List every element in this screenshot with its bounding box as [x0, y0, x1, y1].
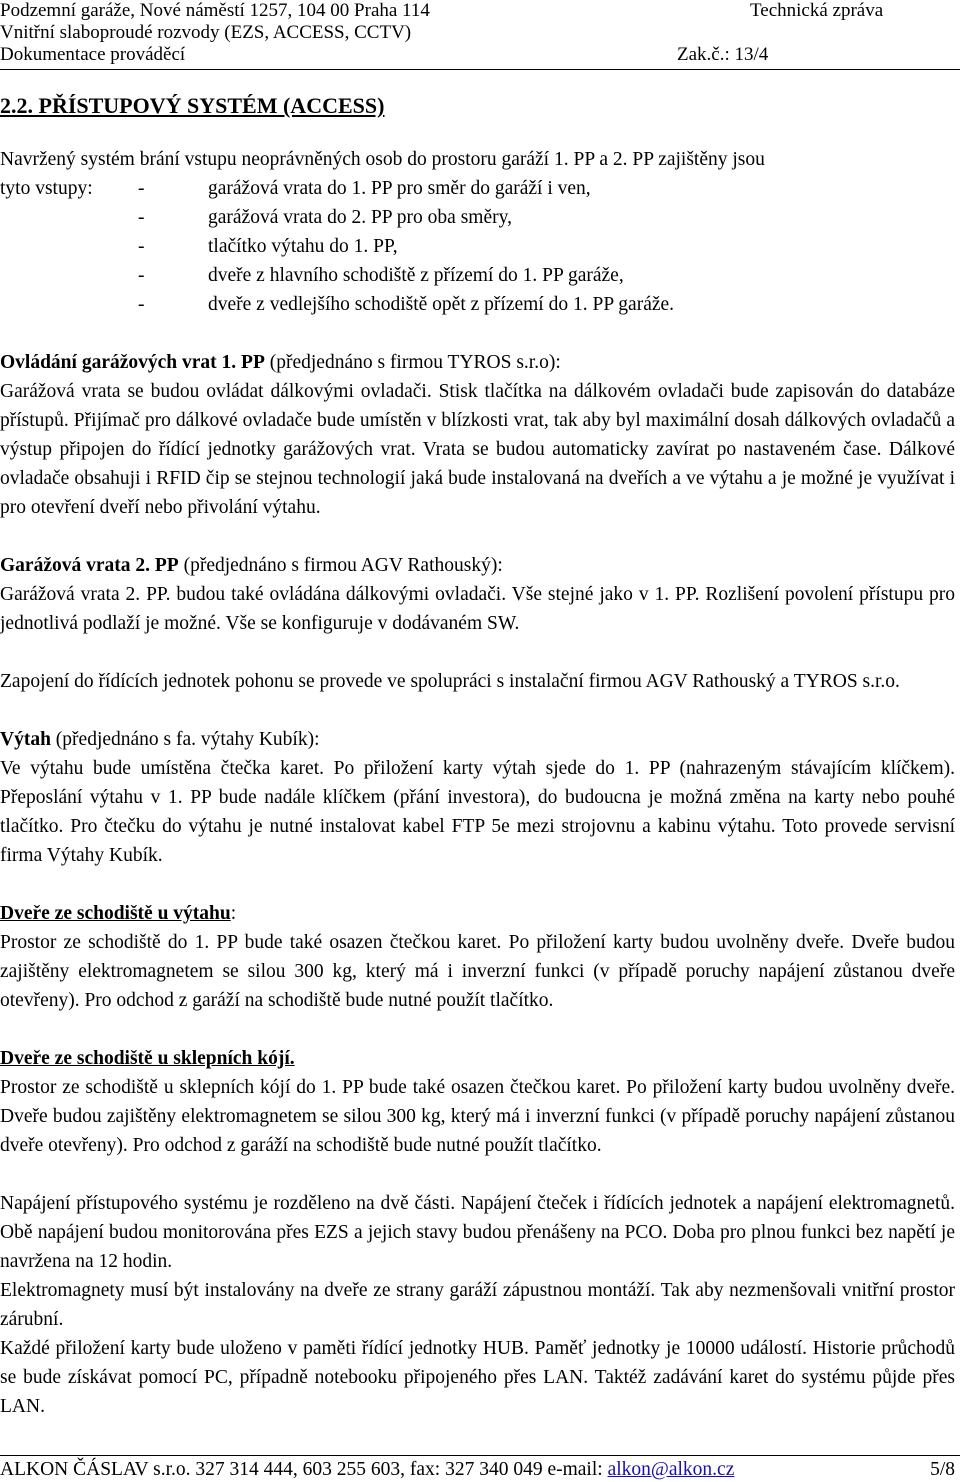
- header-report-type: Technická zpráva: [750, 0, 884, 21]
- list-dash: -: [138, 265, 145, 286]
- door-lift-heading-colon: :: [230, 903, 237, 924]
- list-dash: -: [138, 294, 145, 315]
- entry-list-item: [0, 232, 955, 261]
- connection-paragraph: Zapojení do řídících jednotek pohonu se provede ve spolupráci s instalační firmou AGV Rathouský a TYROS s.r.o.: [0, 671, 900, 692]
- footer-email-link[interactable]: alkon@alkon.cz: [607, 1459, 735, 1480]
- gate1-heading-rest: (předjednáno s firmou TYROS s.r.o):: [264, 352, 561, 373]
- header-project: Podzemní garáže, Nové náměstí 1257, 104 00 Praha 114: [0, 0, 430, 21]
- list-item-text: garážová vrata do 1. PP pro směr do garáží i ven,: [208, 178, 591, 199]
- lift-heading-bold: Výtah: [0, 729, 51, 750]
- entry-list-item: [0, 261, 955, 290]
- door-lift-heading: [0, 899, 955, 928]
- entry-list-lead: tyto vstupy:: [0, 178, 93, 199]
- header-systems: Vnitřní slaboproudé rozvody (EZS, ACCESS, CCTV): [0, 22, 412, 43]
- door-cellar-heading: Dveře ze schodiště u sklepních kójí.: [0, 1048, 295, 1069]
- page-number: 5/8: [930, 1459, 955, 1480]
- list-item-text: garážová vrata do 2. PP pro oba směry,: [208, 207, 512, 228]
- intro-line: Navržený systém brání vstupu neoprávněných osob do prostoru garáží 1. PP a 2. PP zajištěny jsou: [0, 149, 765, 170]
- entry-list-item: [0, 203, 955, 232]
- gate2-paragraph: Garážová vrata 2. PP. budou také ovládána dálkovými ovladači. Vše stejné jako v 1. PP. Rozlišení povolení přístupu pro jednotlivá podlaží je možné. Vše se konfiguruje v dodávaném SW.: [0, 584, 955, 634]
- footer-divider: [0, 1455, 960, 1456]
- header-job-number: Zak.č.: 13/4: [677, 44, 769, 65]
- list-item-text: tlačítko výtahu do 1. PP,: [208, 236, 398, 257]
- gate2-heading-bold: Garážová vrata 2. PP: [0, 555, 179, 576]
- door-lift-paragraph: Prostor ze schodiště do 1. PP bude také osazen čtečkou karet. Po přiložení karty budou uvolněny dveře. Dveře budou zajištěny elektromagnetem se silou 300 kg, který má i inverzní funkci (v případě poruchy napájení zůstanou dveře otevřeny). Pro odchod z garáží na schodiště bude nutné použít tlačítko.: [0, 932, 955, 1011]
- document-body: [0, 145, 955, 1421]
- entry-list-item: [0, 174, 955, 203]
- magnets-paragraph: Elektromagnety musí být instalovány na dveře ze strany garáží zápustnou montáží. Tak aby nezmenšovali vnitřní prostor zárubní.: [0, 1280, 955, 1330]
- header-doc-type: Dokumentace prováděcí: [0, 44, 186, 65]
- gate2-heading-rest: (předjednáno s firmou AGV Rathouský):: [178, 555, 503, 576]
- door-cellar-paragraph: Prostor ze schodiště u sklepních kójí do 1. PP bude také osazen čtečkou karet. Po přiložení karty budou uvolněny dveře. Dveře budou zajištěny elektromagnetem se silou 300 kg, který má i inverzní funkci (v případě poruchy napájení zůstanou dveře otevřeny). Pro odchod z garáží na schodiště bude nutné použít tlačítko.: [0, 1077, 955, 1156]
- lift-paragraph: Ve výtahu bude umístěna čtečka karet. Po přiložení karty výtah sjede do 1. PP (nahrazeným stávajícím klíčkem). Přeposlání výtahu v 1. PP bude nadále klíčkem (přání investora), do budoucna je možná změna na karty nebo pouhé tlačítko. Pro čtečku do výtahu je nutné instalovat kabel FTP 5e mezi strojovnu a kabinu výtahu. Toto provede servisní firma Výtahy Kubík.: [0, 758, 955, 866]
- lift-heading-rest: (předjednáno s fa. výtahy Kubík):: [50, 729, 320, 750]
- list-dash: -: [138, 236, 145, 257]
- door-lift-heading-text: Dveře ze schodiště u výtahu: [0, 903, 231, 924]
- power-paragraph: Napájení přístupového systému je rozděleno na dvě části. Napájení čteček i řídících jednotek a napájení elektromagnetů. Obě napájení budou monitorována přes EZS a jejich stavy budou přenášeny na PCO. Doba pro plnou funkci bez napětí je navržena na 12 hodin.: [0, 1193, 955, 1272]
- section-title: 2.2. PŘÍSTUPOVÝ SYSTÉM (ACCESS): [0, 93, 385, 118]
- footer: [0, 1458, 955, 1482]
- entry-list-item: [0, 290, 955, 319]
- list-item-text: dveře z vedlejšího schodiště opět z přízemí do 1. PP garáže.: [208, 294, 675, 315]
- gate1-paragraph: Garážová vrata se budou ovládat dálkovými ovladači. Stisk tlačítka na dálkovém ovladači bude zapisován do databáze přístupů. Přijímač pro dálkové ovladače bude umístěn v blízkosti vrat, tak aby byl maximální dosah dálkových ovladačů a výstup připojen do řídící jednotky garážových vrat. Vrata se budou automaticky zavírat po nastaveném čase. Dálkové ovladače obsahuji i RFID čip se stejnou technologií jaká bude instalovaná na dveřích a ve výtahu a je možné je využívat i pro otevření dveří nebo přivolání výtahu.: [0, 381, 955, 518]
- list-dash: -: [138, 178, 145, 199]
- gate2-heading: [0, 551, 955, 580]
- lift-heading: [0, 725, 955, 754]
- gate1-heading: [0, 348, 955, 377]
- memory-paragraph: Každé přiložení karty bude uloženo v paměti řídící jednotky HUB. Paměť jednotky je 10000 událostí. Historie průchodů se bude získávat pomocí PC, případně notebooku připojeného přes LAN. Taktéž zadávání karet do systému půjde přes LAN.: [0, 1338, 955, 1417]
- header-divider: [0, 69, 960, 70]
- list-item-text: dveře z hlavního schodiště z přízemí do 1. PP garáže,: [208, 265, 624, 286]
- gate1-heading-bold: Ovládání garážových vrat 1. PP: [0, 352, 265, 373]
- footer-company: ALKON ČÁSLAV s.r.o. 327 314 444, 603 255 603, fax: 327 340 049 e-mail:: [0, 1459, 608, 1480]
- list-dash: -: [138, 207, 145, 228]
